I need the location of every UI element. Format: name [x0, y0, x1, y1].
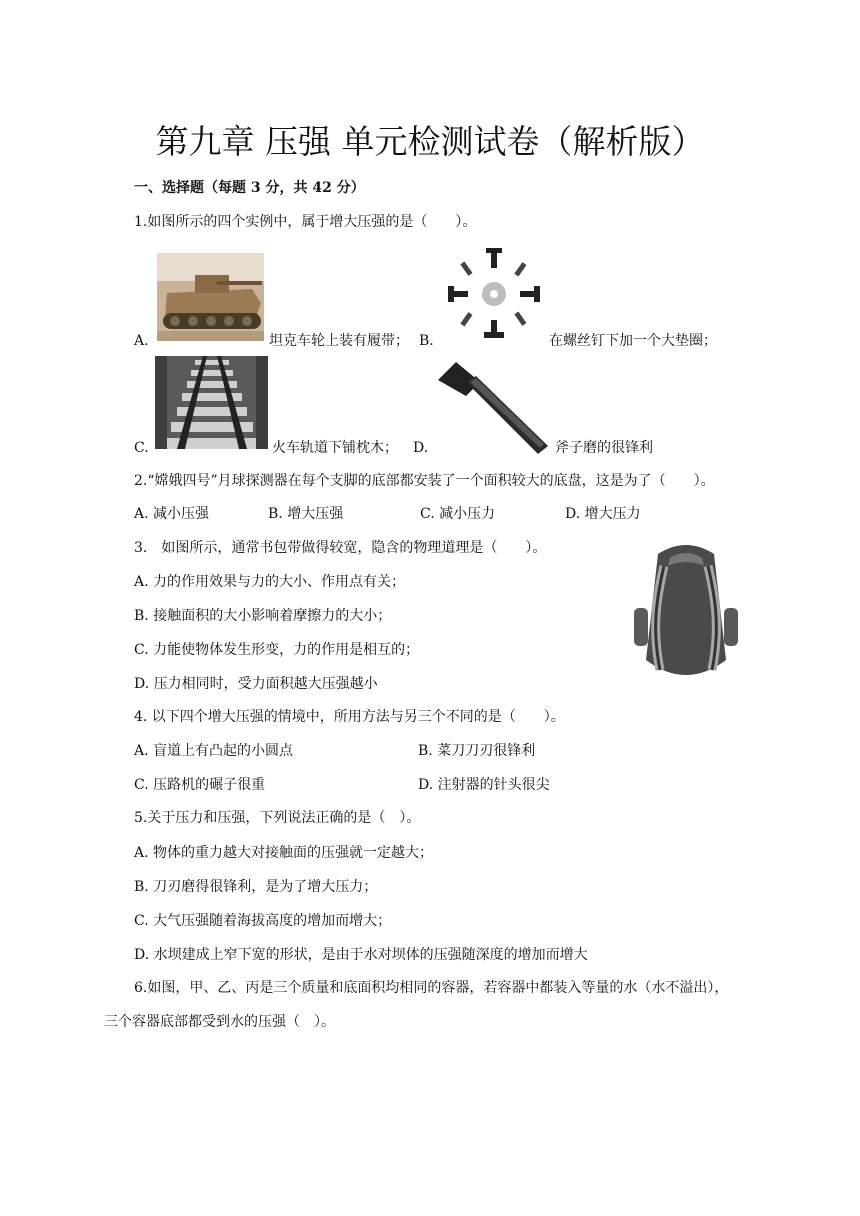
q2-stem: 2.“嫦娥四号”月球探测器在每个支脚的底部都安装了一个面积较大的底盘，这是为了（ ）。: [134, 473, 715, 489]
q1-option-b-text: 在螺丝钉下加一个大垫圈；: [549, 333, 717, 349]
q4-stem: 4. 以下四个增大压强的情境中，所用方法与另三个不同的是（ ）。: [134, 709, 565, 725]
q6-stem-line2: 三个容器底部都受到水的压强（ ）。: [104, 1014, 335, 1030]
q1-option-a-text: 坦克车轮上装有履带；: [269, 333, 409, 349]
q1-option-d-text: 斧子磨的很锋利: [555, 440, 653, 456]
q5-option-a: A. 物体的重力越大对接触面的压强就一定越大；: [134, 845, 434, 861]
q5-option-c: C. 大气压强随着海拔高度的增加而增大；: [134, 913, 392, 929]
q4-option-a: A. 盲道上有凸起的小圆点: [134, 743, 294, 759]
page-title: 第九章 压强 单元检测试卷（解析版）: [155, 122, 705, 161]
q1-option-c-label: C.: [134, 440, 149, 456]
q3-option-d: D. 压力相同时，受力面积越大压强越小: [134, 676, 378, 692]
q2-option-c: C. 减小压力: [420, 506, 496, 522]
backpack-image: [630, 540, 742, 690]
q1-option-c-text: 火车轨道下铺枕木；: [272, 440, 398, 456]
q3-stem: 3. 如图所示，通常书包带做得较宽，隐含的物理道理是（ ）。: [134, 540, 547, 556]
section-heading: 一、选择题（每题 3 分，共 42 分）: [134, 180, 365, 196]
q3-option-a: A. 力的作用效果与力的大小、作用点有关；: [134, 574, 406, 590]
axe-image: [430, 360, 553, 456]
q1-option-a-label: A.: [134, 333, 149, 349]
q4-option-b: B. 菜刀刀刃很锋利: [418, 743, 536, 759]
q6-stem-line1: 6.如图，甲、乙、丙是三个质量和底面积均相同的容器，若容器中都装入等量的水（水不溢出），: [134, 980, 729, 996]
q1-stem: 1.如图所示的四个实例中，属于增大压强的是（ ）。: [134, 214, 477, 230]
q5-option-d: D. 水坝建成上窄下宽的形状，是由于水对坝体的压强随深度的增加而增大: [134, 947, 588, 963]
q1-option-b-label: B.: [419, 333, 434, 349]
q3-option-b: B. 接触面积的大小影响着摩擦力的大小；: [134, 608, 392, 624]
q4-option-d: D. 注射器的针头很尖: [418, 777, 550, 793]
q3-option-c: C. 力能使物体发生形变，力的作用是相互的；: [134, 642, 420, 658]
q2-option-d: D. 增大压力: [565, 506, 641, 522]
railway-image: [155, 356, 268, 449]
q1-option-d-label: D.: [413, 440, 429, 456]
q2-option-a: A. 减小压强: [134, 506, 210, 522]
q4-option-c: C. 压路机的碾子很重: [134, 777, 266, 793]
q2-option-b: B. 增大压强: [268, 506, 344, 522]
screws-washer-image: [440, 244, 548, 344]
q5-stem: 5.关于压力和压强，下列说法正确的是（ ）。: [134, 810, 421, 826]
q5-option-b: B. 刀刃磨得很锋利，是为了增大压力；: [134, 879, 378, 895]
tank-image: [157, 253, 264, 341]
